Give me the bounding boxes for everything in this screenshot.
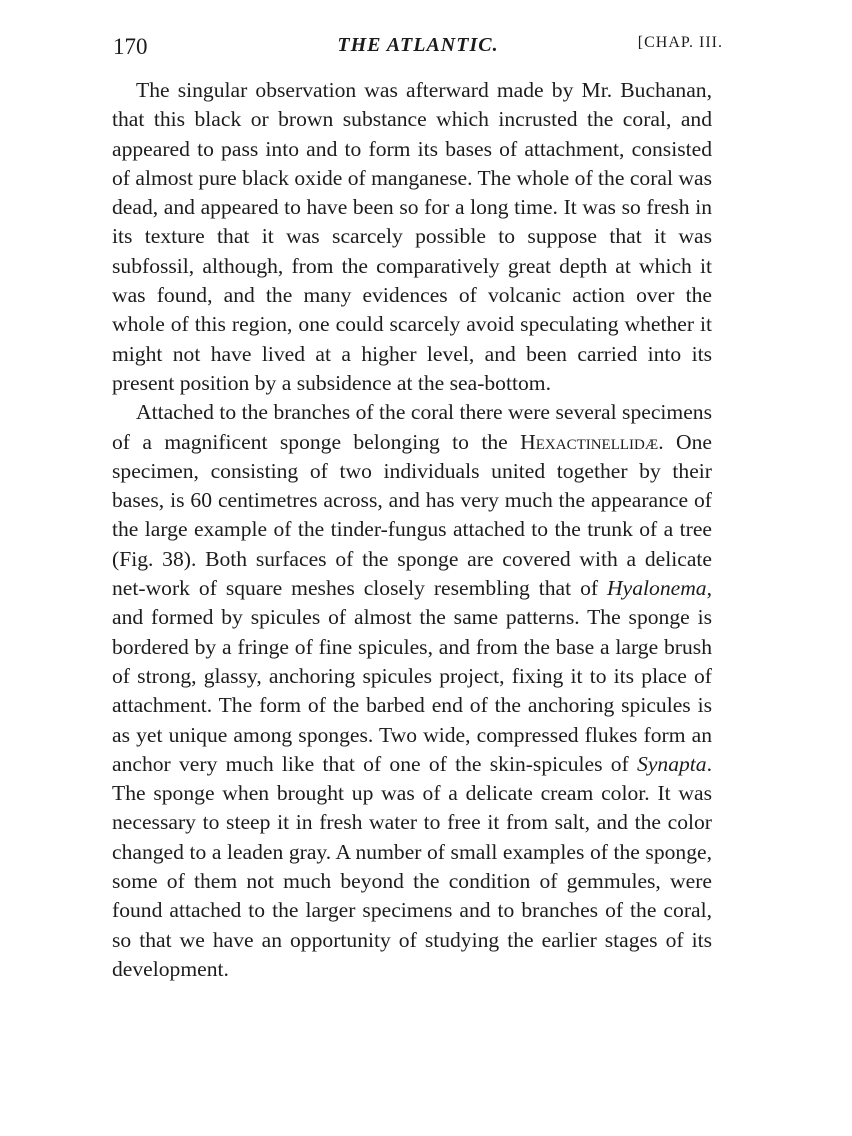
genus-hyalonema: Hyalonema xyxy=(607,576,707,601)
genus-synapta: Synapta xyxy=(637,751,707,776)
paragraph-2-text-c: , and formed by spicules of almost the same patterns. The sponge is bordered by a fringe of fine spicules, and from the base a large brush of strong, glassy, anchoring spicules project, fixing it to its place of attachment. The form of the barbed end of the anchoring spicules is as yet unique among sponges. Two wide, compressed flukes form an anchor very much like that of one of the skin-spicules of xyxy=(112,576,712,776)
family-name: Hexactinellidæ xyxy=(520,429,659,454)
paragraph-2 xyxy=(112,398,712,984)
paragraph-1: The singular observation was afterward made by Mr. Buchanan, that this black or brown substance which incrusted the coral, and appeared to pass into and to form its bases of attachment, consisted of almost pure black oxide of manganese. The whole of the coral was dead, and appeared to have been so for a long time. It was so fresh in its texture that it was scarcely possible to suppose that it was subfossil, although, from the comparatively great depth at which it was found, and the many evidences of volcanic action over the whole of this region, one could scarcely avoid speculating whether it might not have lived at a higher level, and been carried into its present position by a subsidence at the sea-bottom. xyxy=(112,78,712,395)
page-number: 170 xyxy=(113,34,148,59)
paragraph-2-text-d: . The sponge when brought up was of a delicate cream color. It was necessary to steep it in fresh water to free it from salt, and the color changed to a leaden gray. A number of small examples of the sponge, some of them not much beyond the condition of gemmules, were found attached to the larger specimens and to branches of the coral, so that we have an opportunity of studying the earlier stages of its development. xyxy=(112,751,712,981)
running-title: THE ATLANTIC. xyxy=(337,34,499,56)
chapter-label: [CHAP. III. xyxy=(637,34,723,51)
page-header xyxy=(113,34,723,64)
paragraph-2-text-b: . One specimen, consisting of two individuals united together by their bases, is 60 centimetres across, and has very much the appearance of the large example of the tinder-fungus attached to the trunk of a tree (Fig. 38). Both surfaces of the sponge are covered with a delicate net-work of square meshes closely resembling that of xyxy=(112,429,712,601)
body-text xyxy=(112,76,712,984)
paragraph-2-text-a: Attached to the branches of the coral there were several specimens of a magnificent sponge belonging to the xyxy=(112,400,712,454)
